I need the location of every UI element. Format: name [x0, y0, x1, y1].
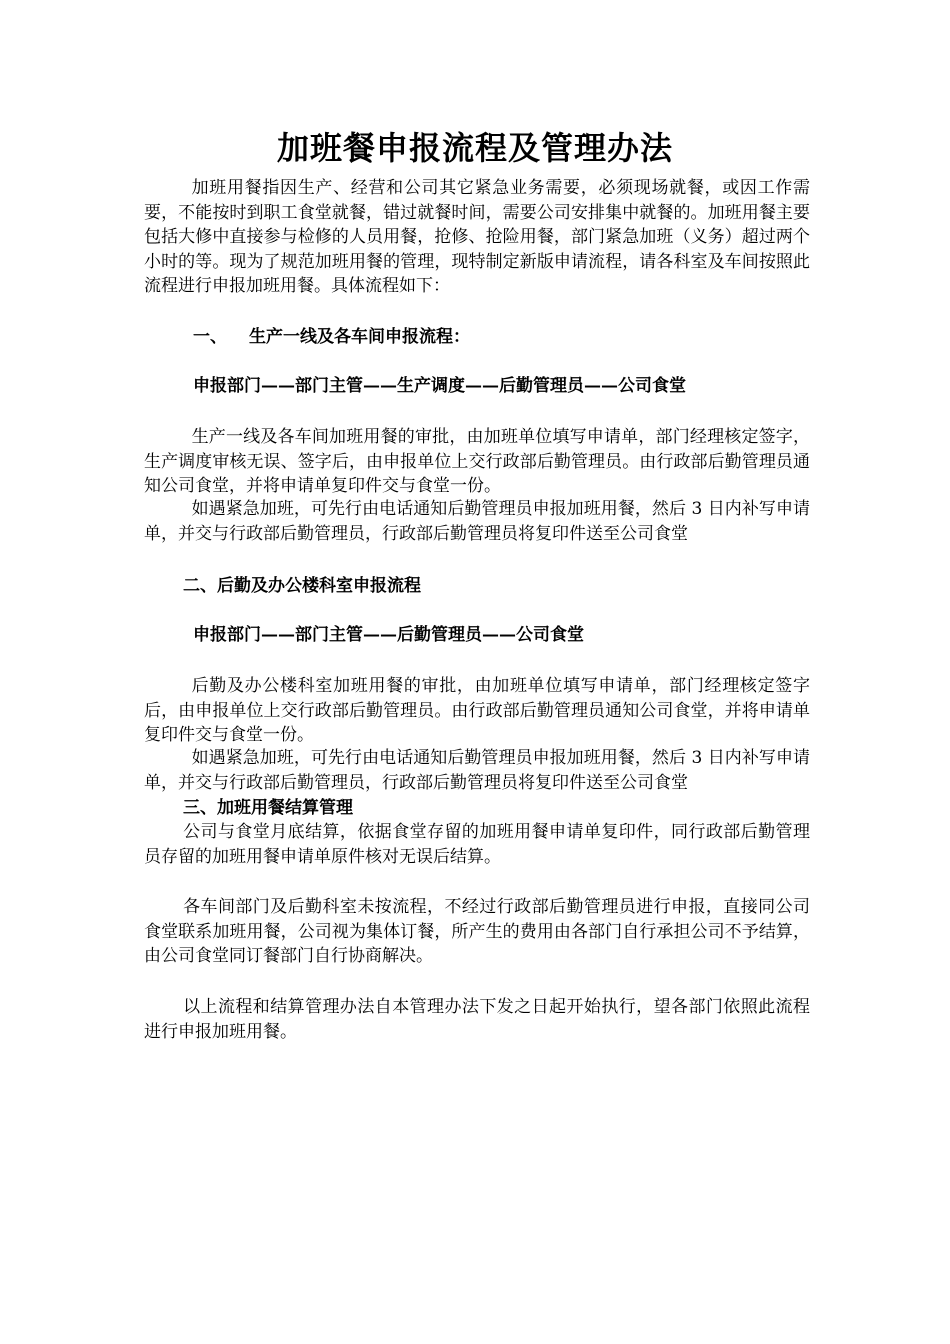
- section1-heading-text: 生产一线及各车间申报流程：: [249, 327, 470, 347]
- section1-heading: [193, 325, 470, 349]
- intro-paragraph: 加班用餐指因生产、经营和公司其它紧急业务需要，必须现场就餐，或因工作需要，不能按时到职工食堂就餐，错过就餐时间，需要公司安排集中就餐的。加班用餐主要包括大修中直接参与检修的人员用餐，抢修、抢险用餐，部门紧急加班（义务）超过两个小时的等。现为了规范加班用餐的管理，现特制定新版申请流程，请各科室及车间按照此流程进行申报加班用餐。具体流程如下：: [144, 178, 810, 296]
- section2-flow: 申报部门——部门主管——后勤管理员——公司食堂: [193, 625, 584, 645]
- section2-paragraph-2: 如遇紧急加班，可先行由电话通知后勤管理员申报加班用餐，然后 3 日内补写申请单，并交与行政部后勤管理员，行政部后勤管理员将复印件送至公司食堂: [144, 748, 810, 793]
- section1-number: 一、: [193, 327, 227, 347]
- section2-heading: 二、后勤及办公楼科室申报流程: [183, 576, 421, 596]
- section1-paragraph-2: 如遇紧急加班，可先行由电话通知后勤管理员申报加班用餐，然后 3 日内补写申请单，并交与行政部后勤管理员，行政部后勤管理员将复印件送至公司食堂: [144, 499, 810, 544]
- section3-paragraph-3: 以上流程和结算管理办法自本管理办法下发之日起开始执行，望各部门依照此流程进行申报加班用餐。: [144, 997, 810, 1042]
- section1-flow: 申报部门——部门主管——生产调度——后勤管理员——公司食堂: [193, 376, 686, 396]
- section1-paragraph-1: 生产一线及各车间加班用餐的审批，由加班单位填写申请单，部门经理核定签字，生产调度审核无误、签字后，由申报单位上交行政部后勤管理员。由行政部后勤管理员通知公司食堂，并将申请单复印件交与食堂一份。: [144, 427, 810, 496]
- section3-paragraph-1: 公司与食堂月底结算，依据食堂存留的加班用餐申请单复印件，同行政部后勤管理员存留的加班用餐申请单原件核对无误后结算。: [144, 822, 810, 867]
- section3-paragraph-2: 各车间部门及后勤科室未按流程，不经过行政部后勤管理员进行申报，直接同公司食堂联系加班用餐，公司视为集体订餐，所产生的费用由各部门自行承担公司不予结算，由公司食堂同订餐部门自行协商解决。: [144, 897, 810, 966]
- section2-paragraph-1: 后勤及办公楼科室加班用餐的审批，由加班单位填写申请单，部门经理核定签字后，由申报单位上交行政部后勤管理员。由行政部后勤管理员通知公司食堂，并将申请单复印件交与食堂一份。: [144, 676, 810, 745]
- section3-heading: 三、加班用餐结算管理: [183, 798, 353, 818]
- document-title: 加班餐申报流程及管理办法: [276, 129, 673, 167]
